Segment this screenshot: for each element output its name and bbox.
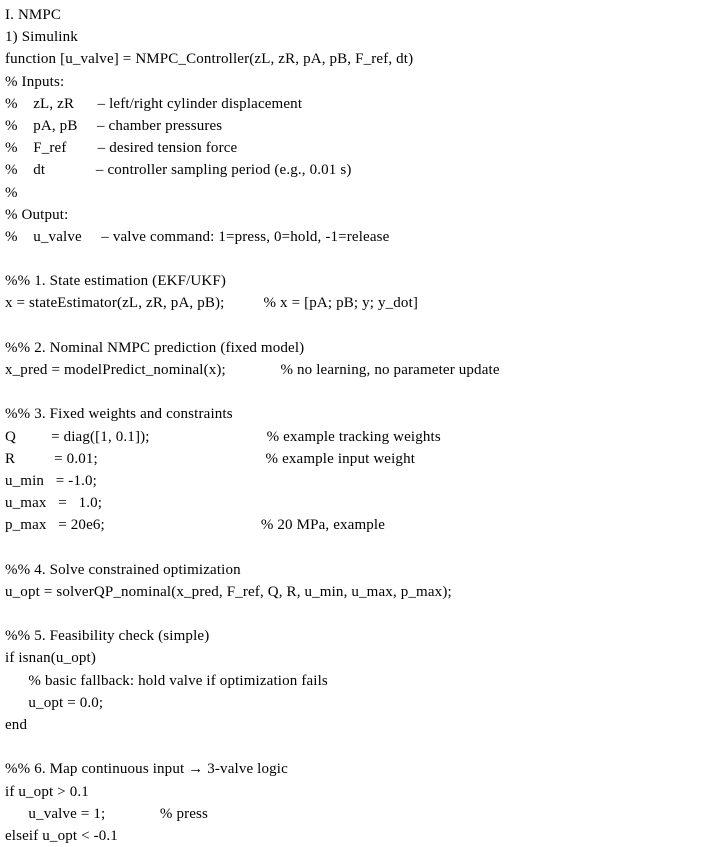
code-line: %% 6. Map continuous input → 3-valve logic xyxy=(5,761,288,778)
code-line: % pA, pB – chamber pressures xyxy=(5,117,223,134)
code-line-blank xyxy=(5,381,704,403)
code-line-blank xyxy=(5,248,704,270)
code-line: u_min = -1.0; xyxy=(5,472,97,489)
code-line: %% 1. State estimation (EKF/UKF) xyxy=(5,273,227,290)
code-line: % Output: xyxy=(5,206,69,223)
code-line-blank xyxy=(5,537,704,559)
code-line: %% 2. Nominal NMPC prediction (fixed model) xyxy=(5,339,305,356)
code-line: end xyxy=(5,717,28,733)
code-line-blank xyxy=(5,603,704,625)
code-line: % F_ref – desired tension force xyxy=(5,140,238,157)
code-line-blank xyxy=(5,736,704,758)
code-line: x_pred = modelPredict_nominal(x); % no learning, no parameter update xyxy=(5,362,500,378)
code-line: if isnan(u_opt) xyxy=(5,650,96,667)
code-line: if u_opt > 0.1 xyxy=(5,783,89,800)
code-line: % basic fallback: hold valve if optimization fails xyxy=(5,672,328,689)
code-line: 1) Simulink xyxy=(5,29,78,46)
code-line: %% 5. Feasibility check (simple) xyxy=(5,628,210,645)
code-line: % Inputs: xyxy=(5,73,65,90)
code-line: Q = diag([1, 0.1]); % example tracking weights xyxy=(5,428,441,445)
code-line: u_valve = 1; % press xyxy=(5,805,209,822)
code-line: % u_valve – valve command: 1=press, 0=hold, -1=release xyxy=(5,228,390,245)
code-line: elseif u_opt < -0.1 xyxy=(5,827,118,844)
code-line: x = stateEstimator(zL, zR, pA, pB); % x = [pA; pB; y; y_dot] xyxy=(5,295,419,312)
code-line: u_max = 1.0; xyxy=(5,495,103,512)
code-line: u_opt = solverQP_nominal(x_pred, F_ref, Q, R, u_min, u_max, p_max); xyxy=(5,583,452,600)
code-line-blank xyxy=(5,315,704,337)
code-line: function [u_valve] = NMPC_Controller(zL, zR, pA, pB, F_ref, dt) xyxy=(5,51,414,68)
code-line: % xyxy=(5,184,18,201)
code-line: %% 3. Fixed weights and constraints xyxy=(5,406,233,423)
code-line: u_opt = 0.0; xyxy=(5,694,104,711)
code-line: R = 0.01; % example input weight xyxy=(5,450,416,467)
code-line: % zL, zR – left/right cylinder displacement xyxy=(5,95,303,112)
code-line: % dt – controller sampling period (e.g., 0.01 s) xyxy=(5,162,352,179)
code-line: %% 4. Solve constrained optimization xyxy=(5,561,241,578)
code-line: I. NMPC xyxy=(5,7,62,23)
code-line: p_max = 20e6; % 20 MPa, example xyxy=(5,517,386,534)
